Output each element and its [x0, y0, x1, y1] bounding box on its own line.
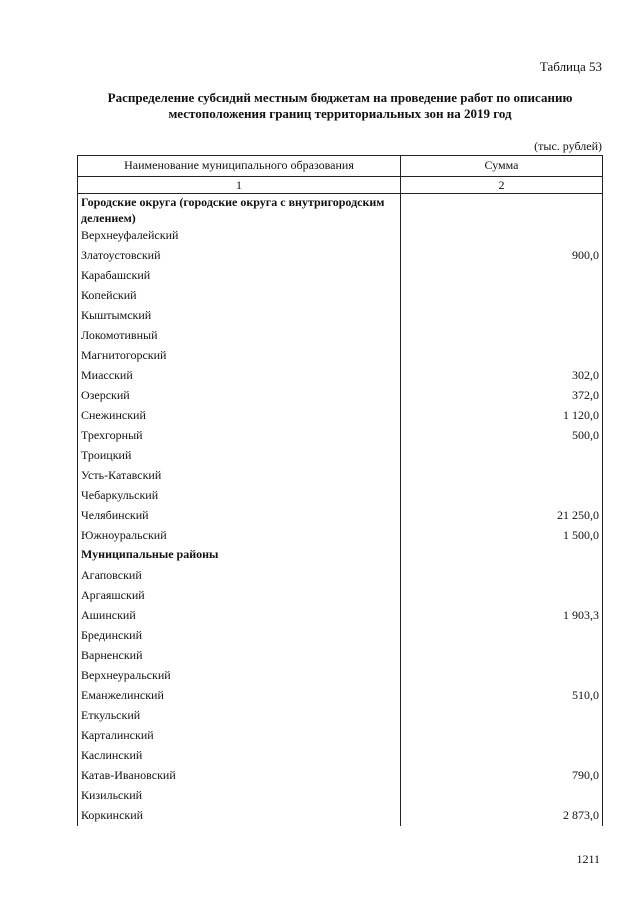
table-row [78, 426, 603, 446]
subsidy-amount [401, 726, 603, 746]
page-number: 1211 [576, 852, 600, 866]
table-row [78, 266, 603, 286]
subsidy-amount: 21 250,0 [401, 506, 603, 526]
column-header-name: Наименование муниципального образования [78, 156, 401, 177]
subsidy-amount: 500,0 [401, 426, 603, 446]
subsidy-amount [401, 286, 603, 306]
subsidy-amount: 1 500,0 [401, 526, 603, 546]
subsidy-amount [401, 226, 603, 246]
subsidy-amount: 1 903,3 [401, 606, 603, 626]
table-row [78, 366, 603, 386]
units-label: (тыс. рублей) [534, 139, 602, 153]
table-row [78, 606, 603, 626]
municipality-name: Верхнеуфалейский [78, 226, 401, 246]
table-row [78, 566, 603, 586]
subsidy-amount [401, 646, 603, 666]
table-row [78, 686, 603, 706]
table-row [78, 766, 603, 786]
municipality-name: Аргаяшский [78, 586, 401, 606]
table-row [78, 706, 603, 726]
subsidy-amount [401, 486, 603, 506]
subsidy-table [77, 155, 603, 826]
municipality-name: Трехгорный [78, 426, 401, 446]
table-row [78, 406, 603, 426]
municipality-name: Варненский [78, 646, 401, 666]
municipality-name: Карабашский [78, 266, 401, 286]
subsidy-amount [401, 786, 603, 806]
subsidy-amount: 372,0 [401, 386, 603, 406]
municipality-name: Агаповский [78, 566, 401, 586]
subsidy-amount: 900,0 [401, 246, 603, 266]
subsidy-amount [401, 306, 603, 326]
table-row [78, 246, 603, 266]
municipality-name: Городские округа (городские округа с внутригородским делением) [78, 194, 401, 227]
table-row [78, 626, 603, 646]
table-group-row [78, 194, 603, 227]
municipality-name: Озерский [78, 386, 401, 406]
table-row [78, 726, 603, 746]
municipality-name: Карталинский [78, 726, 401, 746]
municipality-name: Кизильский [78, 786, 401, 806]
subsidy-amount [401, 586, 603, 606]
table-row [78, 486, 603, 506]
table-row [78, 786, 603, 806]
municipality-name: Ашинский [78, 606, 401, 626]
subsidy-amount: 302,0 [401, 366, 603, 386]
table-header-row [78, 156, 603, 177]
column-number-row [78, 177, 603, 194]
table-row [78, 646, 603, 666]
subsidy-amount [401, 706, 603, 726]
table-row [78, 666, 603, 686]
municipality-name: Снежинский [78, 406, 401, 426]
table-body [78, 194, 603, 827]
table-row [78, 286, 603, 306]
subsidy-amount: 790,0 [401, 766, 603, 786]
municipality-name: Челябинский [78, 506, 401, 526]
municipality-name: Еманжелинский [78, 686, 401, 706]
table-row [78, 746, 603, 766]
municipality-name: Южноуральский [78, 526, 401, 546]
municipality-name: Усть-Катавский [78, 466, 401, 486]
municipality-name: Магнитогорский [78, 346, 401, 366]
table-row [78, 306, 603, 326]
page-title: Распределение субсидий местным бюджетам на проведение работ по описанию местоположения границ территориальных зон на 2019 год [107, 90, 573, 121]
table-row [78, 226, 603, 246]
table-row [78, 326, 603, 346]
municipality-name: Муниципальные районы [78, 546, 401, 566]
subsidy-amount: 1 120,0 [401, 406, 603, 426]
municipality-name: Коркинский [78, 806, 401, 826]
table-row [78, 526, 603, 546]
subsidy-amount [401, 746, 603, 766]
municipality-name: Копейский [78, 286, 401, 306]
subsidy-amount [401, 566, 603, 586]
column-header-sum: Сумма [401, 156, 603, 177]
subsidy-amount [401, 194, 603, 227]
subsidy-amount [401, 446, 603, 466]
municipality-name: Кыштымский [78, 306, 401, 326]
subsidy-amount [401, 346, 603, 366]
municipality-name: Чебаркульский [78, 486, 401, 506]
table-row [78, 586, 603, 606]
table-row [78, 386, 603, 406]
subsidy-amount [401, 326, 603, 346]
column-number-1: 1 [78, 177, 401, 194]
table-group-row [78, 546, 603, 566]
column-number-2: 2 [401, 177, 603, 194]
table-row [78, 506, 603, 526]
subsidy-amount [401, 466, 603, 486]
municipality-name: Златоустовский [78, 246, 401, 266]
table-row [78, 446, 603, 466]
table-row [78, 806, 603, 826]
municipality-name: Миасский [78, 366, 401, 386]
table-number: Таблица 53 [539, 59, 602, 74]
municipality-name: Каслинский [78, 746, 401, 766]
municipality-name: Локомотивный [78, 326, 401, 346]
subsidy-amount [401, 626, 603, 646]
municipality-name: Брединский [78, 626, 401, 646]
table-row [78, 466, 603, 486]
municipality-name: Еткульский [78, 706, 401, 726]
subsidy-amount: 2 873,0 [401, 806, 603, 826]
municipality-name: Троицкий [78, 446, 401, 466]
municipality-name: Верхнеуральский [78, 666, 401, 686]
subsidy-amount [401, 266, 603, 286]
subsidy-amount: 510,0 [401, 686, 603, 706]
subsidy-amount [401, 546, 603, 566]
municipality-name: Катав-Ивановский [78, 766, 401, 786]
subsidy-amount [401, 666, 603, 686]
table-row [78, 346, 603, 366]
